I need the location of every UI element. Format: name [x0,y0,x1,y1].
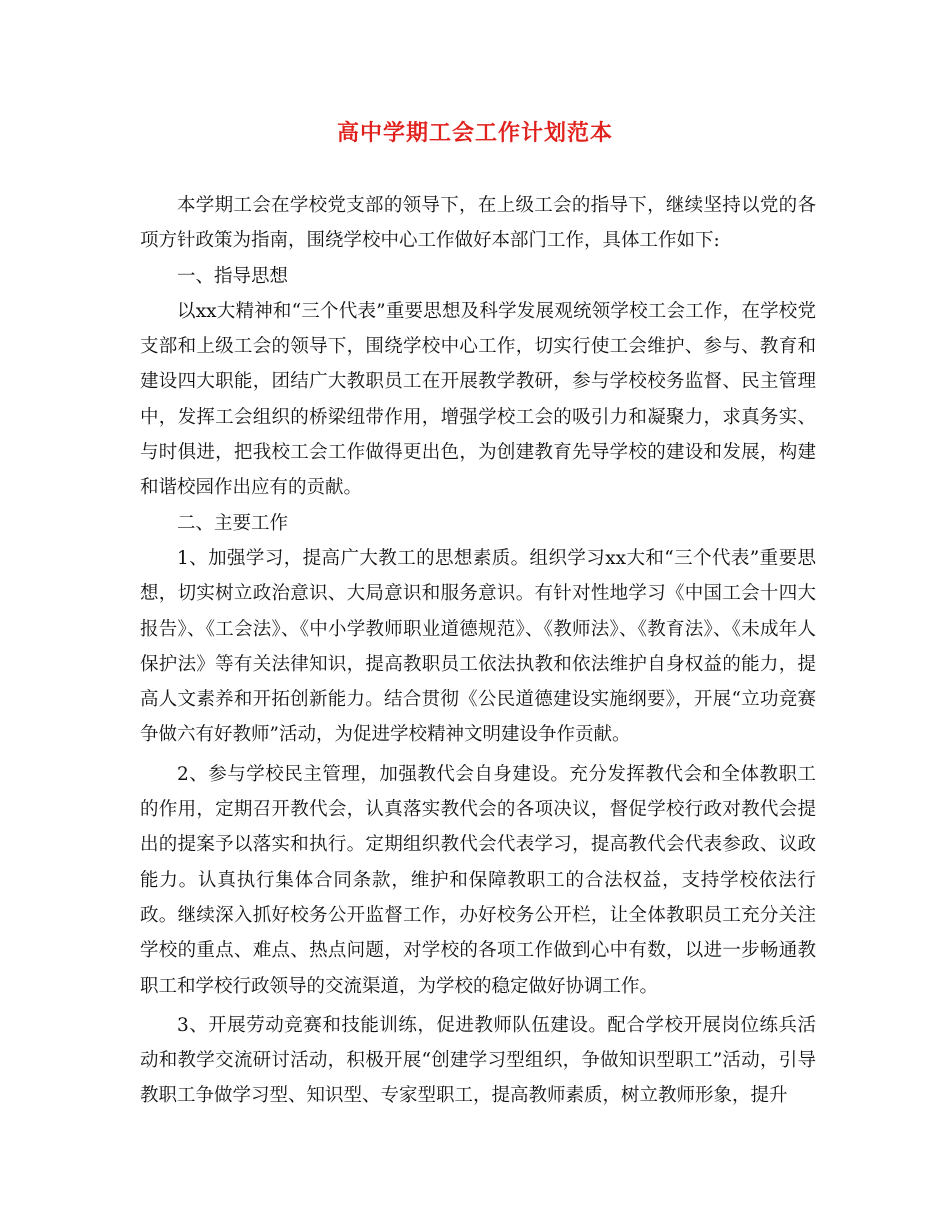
guiding-ideology-paragraph: 以xx大精神和“三个代表”重要思想及科学发展观统领学校工会工作，在学校党支部和上级工会的领导下，围绕学校中心工作，切实行使工会维护、参与、教育和建设四大职能，团结广大教职员工在开展教学教研，参与学校校务监督、民主管理中，发挥工会组织的桥梁纽带作用，增强学校工会的吸引力和凝聚力，求真务实、与时俱进，把我校工会工作做得更出色，为创建教育先导学校的建设和发展，构建和谐校园作出应有的贡献。 [140,300,816,499]
main-work-item-1: 1、加强学习，提高广大教工的思想素质。组织学习xx大和“三个代表”重要思想，切实树立政治意识、大局意识和服务意识。有针对性地学习《中国工会十四大报告》、《工会法》、《中小学教师职业道德规范》、《教师法》、《教育法》、《未成年人保护法》等有关法律知识，提高教职员工依法执教和依法维护自身权益的能力，提高人文素养和开拓创新能力。结合贯彻《公民道德建设实施纲要》，开展“立功竞赛争做六有好教师”活动，为促进学校精神文明建设争作贡献。 [140,547,816,746]
section-heading-main-work: 二、主要工作 [177,512,289,534]
document-body [140,188,816,1114]
main-work-item-3: 3、开展劳动竞赛和技能训练，促进教师队伍建设。配合学校开展岗位练兵活动和教学交流研讨活动，积极开展“创建学习型组织，争做知识型职工”活动，引导教职工争做学习型、知识型、专家型职工，提高教师素质，树立教师形象，提升 [140,1014,816,1107]
document-title: 高中学期工会工作计划范本 [336,120,613,146]
main-work-item-2: 2、参与学校民主管理，加强教代会自身建设。充分发挥教代会和全体教职工的作用，定期召开教代会，认真落实教代会的各项决议，督促学校行政对教代会提出的提案予以落实和执行。定期组织教代会代表学习，提高教代会代表参政、议政能力。认真执行集体合同条款，维护和保障教职工的合法权益，支持学校依法行政。继续深入抓好校务公开监督工作，办好校务公开栏，让全体教职员工充分关注学校的重点、难点、热点问题，对学校的各项工作做到心中有数，以进一步畅通教职工和学校行政领导的交流渠道，为学校的稳定做好协调工作。 [140,763,816,997]
section-heading-guiding-ideology: 一、指导思想 [177,265,289,287]
intro-paragraph: 本学期工会在学校党支部的领导下，在上级工会的指导下，继续坚持以党的各项方针政策为指南，围绕学校中心工作做好本部门工作，具体工作如下: [140,195,816,252]
